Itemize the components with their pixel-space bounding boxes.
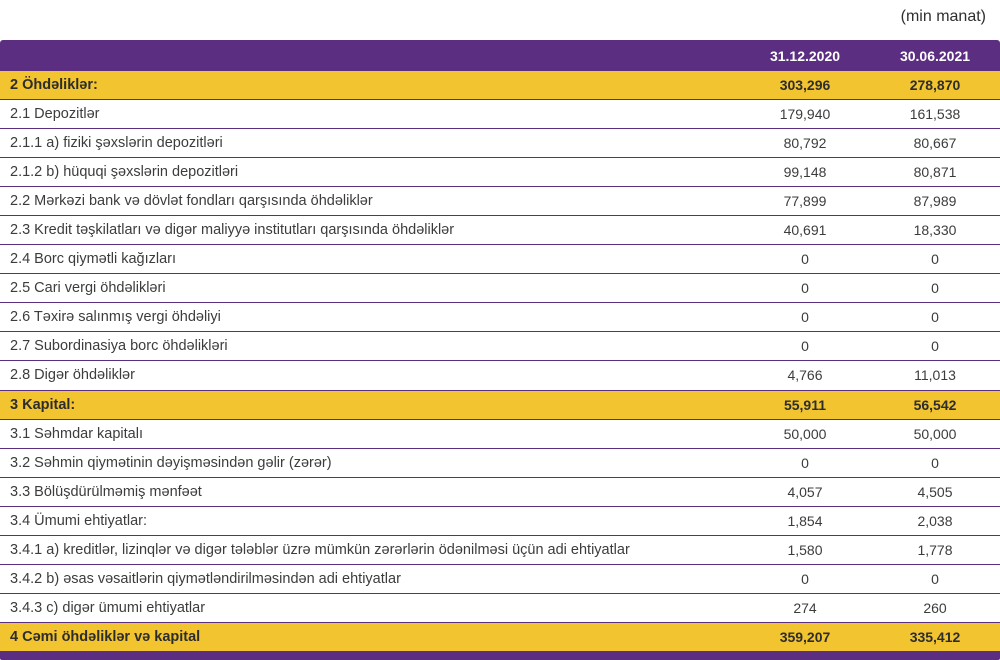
value-31-12-2020: 0 [801, 454, 809, 471]
liabilities-capital-table [0, 40, 1000, 660]
table-row [0, 100, 1000, 129]
row-label: 3.4.1 a) kreditlər, lizinqlər və digər tələblər üzrə mümkün zərərlərin ödənilməsi üçün adi ehtiyatlar [10, 541, 630, 558]
table-row [0, 245, 1000, 274]
value-31-12-2020: 40,691 [783, 222, 827, 239]
table-row [0, 623, 1000, 651]
table-row [0, 303, 1000, 332]
row-label: 2.4 Borc qiymətli kağızları [10, 251, 177, 268]
header-spacer [0, 40, 740, 71]
table-row [0, 71, 1000, 100]
row-label: 3.1 Səhmdar kapitalı [10, 425, 143, 442]
table-row [0, 216, 1000, 245]
value-30-06-2021: 87,989 [913, 193, 957, 210]
row-label: 3 Kapital: [10, 396, 76, 413]
value-31-12-2020: 0 [801, 280, 809, 297]
value-30-06-2021: 0 [931, 338, 939, 355]
row-label: 2.2 Mərkəzi bank və dövlət fondları qarşısında öhdəliklər [10, 193, 373, 210]
row-label: 2 Öhdəliklər: [10, 77, 98, 94]
value-31-12-2020: 0 [801, 570, 809, 587]
value-30-06-2021: 50,000 [913, 425, 957, 442]
column-header-31-12-2020: 31.12.2020 [769, 47, 841, 64]
row-label: 2.7 Subordinasiya borc öhdəlikləri [10, 338, 228, 355]
value-30-06-2021: 11,013 [914, 367, 956, 384]
table-row [0, 565, 1000, 594]
value-30-06-2021: 0 [931, 280, 939, 297]
value-30-06-2021: 4,505 [917, 483, 953, 500]
value-31-12-2020: 77,899 [783, 193, 827, 210]
row-label: 2.1.2 b) hüquqi şəxslərin depozitləri [10, 164, 239, 181]
value-31-12-2020: 0 [801, 309, 809, 326]
row-label: 3.3 Bölüşdürülməmiş mənfəət [10, 483, 202, 500]
table-header-row [0, 40, 1000, 71]
row-label: 3.2 Səhmin qiymətinin dəyişməsindən gəlir (zərər) [10, 454, 332, 471]
value-31-12-2020: 50,000 [783, 425, 827, 442]
table-row [0, 332, 1000, 361]
value-31-12-2020: 55,911 [783, 396, 827, 413]
value-31-12-2020: 0 [801, 251, 809, 268]
value-31-12-2020: 0 [801, 338, 809, 355]
value-31-12-2020: 4,766 [787, 367, 823, 384]
unit-label: (min manat) [900, 8, 986, 25]
value-30-06-2021: 0 [931, 309, 939, 326]
value-30-06-2021: 260 [923, 599, 947, 616]
value-30-06-2021: 335,412 [909, 628, 961, 645]
row-label: 2.6 Təxirə salınmış vergi öhdəliyi [10, 309, 221, 326]
table-row [0, 129, 1000, 158]
value-31-12-2020: 274 [793, 599, 817, 616]
table-row [0, 507, 1000, 536]
column-header-30-06-2021: 30.06.2021 [899, 47, 971, 64]
row-label: 3.4.3 c) digər ümumi ehtiyatlar [10, 599, 206, 616]
table-row [0, 478, 1000, 507]
table-row [0, 420, 1000, 449]
table-row [0, 274, 1000, 303]
row-label: 3.4.2 b) əsas vəsaitlərin qiymətləndirilməsindən adi ehtiyatlar [10, 570, 401, 587]
value-31-12-2020: 99,148 [783, 164, 827, 181]
row-label: 2.1 Depozitlər [10, 106, 100, 123]
value-31-12-2020: 4,057 [787, 483, 823, 500]
value-30-06-2021: 80,667 [913, 135, 957, 152]
value-30-06-2021: 2,038 [917, 512, 953, 529]
row-label: 3.4 Ümumi ehtiyatlar: [10, 512, 147, 529]
table-row [0, 391, 1000, 420]
value-30-06-2021: 18,330 [913, 222, 957, 239]
value-30-06-2021: 278,870 [909, 77, 961, 94]
bottom-bar [0, 651, 1000, 660]
table-body [0, 71, 1000, 651]
value-30-06-2021: 80,871 [913, 164, 957, 181]
table-row [0, 449, 1000, 478]
row-label: 2.1.1 a) fiziki şəxslərin depozitləri [10, 135, 223, 152]
row-label: 4 Cəmi öhdəliklər və kapital [10, 628, 201, 645]
value-30-06-2021: 161,538 [909, 106, 961, 123]
table-row [0, 536, 1000, 565]
value-31-12-2020: 179,940 [779, 106, 831, 123]
value-30-06-2021: 56,542 [913, 396, 957, 413]
row-label: 2.3 Kredit təşkilatları və digər maliyyə institutları qarşısında öhdəliklər [10, 222, 455, 239]
table-row [0, 187, 1000, 216]
value-31-12-2020: 80,792 [783, 135, 827, 152]
value-30-06-2021: 1,778 [917, 541, 953, 558]
value-30-06-2021: 0 [931, 454, 939, 471]
row-label: 2.5 Cari vergi öhdəlikləri [10, 280, 166, 297]
value-30-06-2021: 0 [931, 570, 939, 587]
value-31-12-2020: 1,854 [787, 512, 823, 529]
value-31-12-2020: 303,296 [779, 77, 831, 94]
table-row [0, 361, 1000, 390]
value-31-12-2020: 1,580 [787, 541, 823, 558]
row-label: 2.8 Digər öhdəliklər [10, 367, 135, 384]
value-30-06-2021: 0 [931, 251, 939, 268]
table-row [0, 158, 1000, 187]
table-row [0, 594, 1000, 623]
value-31-12-2020: 359,207 [779, 628, 831, 645]
